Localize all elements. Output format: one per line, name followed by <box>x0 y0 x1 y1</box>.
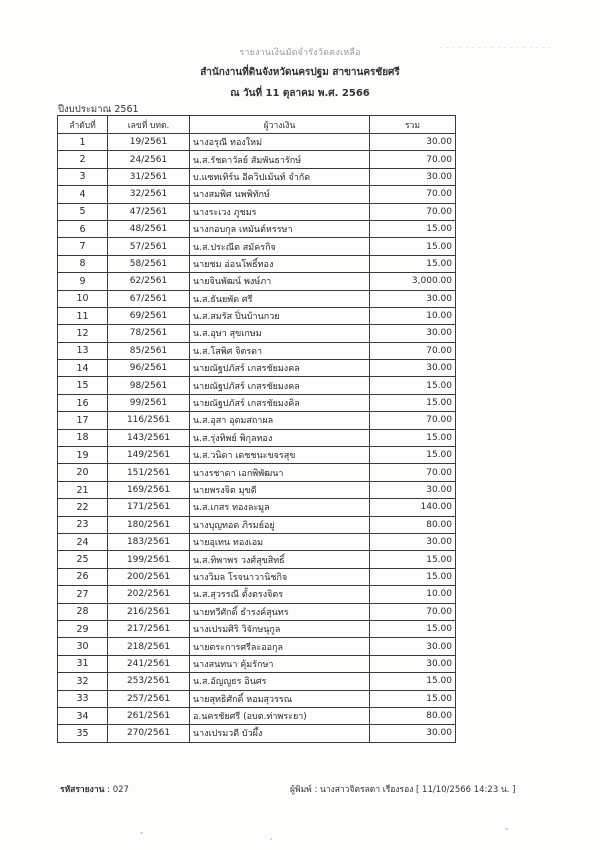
row-payer: บ.แซทเทิร์น อีควิปเม้นท์ จำกัด <box>190 168 370 185</box>
row-number: 32 <box>58 673 108 690</box>
row-total: 80.00 <box>370 516 456 533</box>
row-total: 30.00 <box>370 325 456 342</box>
table-row <box>58 447 456 464</box>
table-row <box>58 220 456 237</box>
row-number: 20 <box>58 464 108 481</box>
row-total: 15.00 <box>370 551 456 568</box>
row-payer: นายอุเทน ทองเอม <box>190 533 370 550</box>
row-ref: 57/2561 <box>108 238 190 255</box>
row-number: 34 <box>58 707 108 724</box>
row-total: 30.00 <box>370 481 456 498</box>
row-payer: น.ส.ธันยพัด ศรี <box>190 290 370 307</box>
report-code-value: : 027 <box>107 785 129 795</box>
row-ref: 143/2561 <box>108 429 190 446</box>
row-payer: น.ส.รุ่งทิพย์ พิกุลทอง <box>190 429 370 446</box>
row-payer: นางระเวง ภูชมร <box>190 203 370 220</box>
row-number: 23 <box>58 516 108 533</box>
row-ref: 149/2561 <box>108 447 190 464</box>
row-ref: 261/2561 <box>108 707 190 724</box>
row-number: 22 <box>58 499 108 516</box>
row-number: 27 <box>58 586 108 603</box>
row-number: 8 <box>58 255 108 272</box>
row-payer: นายสุทธิศักดิ์ หอมสุวรรณ <box>190 690 370 707</box>
row-payer: นางอรุณี ทองใหม่ <box>190 134 370 151</box>
row-total: 70.00 <box>370 412 456 429</box>
row-ref: 218/2561 <box>108 638 190 655</box>
row-ref: 216/2561 <box>108 603 190 620</box>
row-number: 28 <box>58 603 108 620</box>
table-row <box>58 568 456 585</box>
row-total: 10.00 <box>370 586 456 603</box>
table-row <box>58 307 456 324</box>
row-total: 70.00 <box>370 151 456 168</box>
row-payer: น.ส.สมรัส ปิ่นบ้านกวย <box>190 307 370 324</box>
row-ref: 58/2561 <box>108 255 190 272</box>
row-payer: น.ส.เกสร ทองละมูล <box>190 499 370 516</box>
row-ref: 180/2561 <box>108 516 190 533</box>
table-row <box>58 707 456 724</box>
table-row <box>58 499 456 516</box>
table-row <box>58 638 456 655</box>
row-number: 2 <box>58 151 108 168</box>
row-number: 3 <box>58 168 108 185</box>
row-ref: 171/2561 <box>108 499 190 516</box>
table-row <box>58 325 456 342</box>
row-number: 11 <box>58 307 108 324</box>
row-total: 15.00 <box>370 690 456 707</box>
office-name: สำนักงานที่ดินจังหวัดนครปฐม สาขานครชัยศรี <box>200 67 400 78</box>
row-ref: 48/2561 <box>108 220 190 237</box>
table-row <box>58 725 456 742</box>
row-total: 30.00 <box>370 290 456 307</box>
row-ref: 183/2561 <box>108 533 190 550</box>
row-number: 10 <box>58 290 108 307</box>
table-row <box>58 655 456 672</box>
row-total: 30.00 <box>370 533 456 550</box>
row-number: 4 <box>58 186 108 203</box>
row-total: 70.00 <box>370 464 456 481</box>
row-ref: 19/2561 <box>108 134 190 151</box>
row-total: 10.00 <box>370 307 456 324</box>
row-total: 15.00 <box>370 429 456 446</box>
faint-header-note: - - - - - - - - - - - - - - - - - - <box>440 43 553 51</box>
row-total: 30.00 <box>370 655 456 672</box>
row-number: 25 <box>58 551 108 568</box>
row-payer: น.ส.วนิดา เดชชนะขจรสุข <box>190 447 370 464</box>
row-ref: 24/2561 <box>108 151 190 168</box>
row-payer: น.ส.อัญญูธร อินศร <box>190 673 370 690</box>
row-number: 29 <box>58 620 108 637</box>
row-payer: นายชม อ่อนโพธิ์ทอง <box>190 255 370 272</box>
row-payer: น.ส.ประณีต สมัครกิจ <box>190 238 370 255</box>
row-ref: 169/2561 <box>108 481 190 498</box>
row-payer: นายตระการศรีละออกุล <box>190 638 370 655</box>
row-total: 15.00 <box>370 620 456 637</box>
row-payer: นายณัฐปภัสร์ เกสรชัยมงคล <box>190 360 370 377</box>
row-ref: 200/2561 <box>108 568 190 585</box>
table-row <box>58 620 456 637</box>
row-payer: น.ส.รัชดาวัลย์ สัมพันธารักษ์ <box>190 151 370 168</box>
column-header-payer: ผู้วางเงิน <box>190 116 370 134</box>
row-total: 15.00 <box>370 220 456 237</box>
as-of-date: ณ วันที่ 11 ตุลาคม พ.ศ. 2566 <box>230 88 370 99</box>
row-number: 12 <box>58 325 108 342</box>
row-ref: 31/2561 <box>108 168 190 185</box>
row-total: 80.00 <box>370 707 456 724</box>
fiscal-year: ปีงบประมาณ 2561 <box>58 104 139 115</box>
row-ref: 270/2561 <box>108 725 190 742</box>
table-row <box>58 516 456 533</box>
row-total: 15.00 <box>370 377 456 394</box>
row-payer: นายทวีศักดิ์ ธำรงค์สุนทร <box>190 603 370 620</box>
row-total: 30.00 <box>370 725 456 742</box>
row-ref: 257/2561 <box>108 690 190 707</box>
row-ref: 202/2561 <box>108 586 190 603</box>
table-row <box>58 603 456 620</box>
row-ref: 78/2561 <box>108 325 190 342</box>
row-number: 26 <box>58 568 108 585</box>
row-total: 30.00 <box>370 134 456 151</box>
printed-by: ผู้พิมพ์ : นางสาวจิตรลดา เรืองรอง [ 11/10/2566 14:23 น. ] <box>290 785 516 795</box>
row-payer: นางเปรมวดี บัวผึ้ง <box>190 725 370 742</box>
row-number: 6 <box>58 220 108 237</box>
row-total: 15.00 <box>370 255 456 272</box>
row-payer: น.ส.โสพิศ จิตรดา <box>190 342 370 359</box>
row-ref: 151/2561 <box>108 464 190 481</box>
row-payer: นางรชาดา เอกพิพัฒนา <box>190 464 370 481</box>
row-number: 16 <box>58 394 108 411</box>
row-ref: 98/2561 <box>108 377 190 394</box>
row-payer: นางกอบกุล เหมันต์หรรษา <box>190 220 370 237</box>
row-ref: 253/2561 <box>108 673 190 690</box>
row-number: 33 <box>58 690 108 707</box>
row-number: 24 <box>58 533 108 550</box>
row-ref: 85/2561 <box>108 342 190 359</box>
row-payer: นางสมพิศ นพพิทักษ์ <box>190 186 370 203</box>
row-payer: น.ส.อุษา สุขเกษม <box>190 325 370 342</box>
row-number: 35 <box>58 725 108 742</box>
row-number: 1 <box>58 134 108 151</box>
table-row <box>58 186 456 203</box>
row-payer: นายณัฐปภัสร์ เกสรชัยมงคิล <box>190 394 370 411</box>
row-ref: 62/2561 <box>108 273 190 290</box>
column-header-total: รวม <box>370 116 456 134</box>
row-total: 30.00 <box>370 360 456 377</box>
row-payer: นายจินพัฒน์ พงษ์ภา <box>190 273 370 290</box>
row-number: 7 <box>58 238 108 255</box>
row-payer: น.ส.อุสา อุดมสถาผล <box>190 412 370 429</box>
row-number: 13 <box>58 342 108 359</box>
deposit-table <box>57 115 456 743</box>
row-payer: นางเปรมศิริ วิจักษนุกูล <box>190 620 370 637</box>
table-row <box>58 412 456 429</box>
row-number: 15 <box>58 377 108 394</box>
row-number: 5 <box>58 203 108 220</box>
table-row <box>58 481 456 498</box>
report-code-label: รหัสรายงาน <box>60 785 105 795</box>
table-row <box>58 290 456 307</box>
row-ref: 96/2561 <box>108 360 190 377</box>
row-number: 30 <box>58 638 108 655</box>
row-total: 70.00 <box>370 603 456 620</box>
row-total: 15.00 <box>370 394 456 411</box>
table-row <box>58 673 456 690</box>
table-row <box>58 151 456 168</box>
row-total: 70.00 <box>370 186 456 203</box>
row-ref: 217/2561 <box>108 620 190 637</box>
table-row <box>58 377 456 394</box>
row-total: 15.00 <box>370 673 456 690</box>
report-title: รายงานเงินมัดจำรังวัดคงเหลือ <box>239 48 361 58</box>
table-row <box>58 238 456 255</box>
row-total: 30.00 <box>370 638 456 655</box>
column-header-ref: เลขที่ บทด. <box>108 116 190 134</box>
row-total: 70.00 <box>370 342 456 359</box>
row-payer: อ.นครชัยศรี (อบต.ท่าพระยา) <box>190 707 370 724</box>
table-row <box>58 255 456 272</box>
table-row <box>58 464 456 481</box>
table-row <box>58 168 456 185</box>
table-row <box>58 360 456 377</box>
table-row <box>58 533 456 550</box>
row-payer: น.ส.สุวรรณี ตั้งตรงจิตร <box>190 586 370 603</box>
row-ref: 241/2561 <box>108 655 190 672</box>
row-payer: น.ส.ทิพาพร วงศ์สุขสิทธิ์ <box>190 551 370 568</box>
row-total: 3,000.00 <box>370 273 456 290</box>
table-row <box>58 394 456 411</box>
report-code <box>60 782 129 796</box>
row-number: 14 <box>58 360 108 377</box>
table-row <box>58 551 456 568</box>
row-number: 17 <box>58 412 108 429</box>
row-number: 31 <box>58 655 108 672</box>
row-total: 15.00 <box>370 238 456 255</box>
row-payer: นายพรงจิต มุขดี <box>190 481 370 498</box>
row-payer: นายณัฐปภัสร์ เกสรชัยมงคล <box>190 377 370 394</box>
row-total: 140.00 <box>370 499 456 516</box>
row-number: 18 <box>58 429 108 446</box>
table-row <box>58 429 456 446</box>
row-ref: 99/2561 <box>108 394 190 411</box>
row-ref: 199/2561 <box>108 551 190 568</box>
table-row <box>58 342 456 359</box>
row-payer: นางวิมล โรจนาวานิชกิจ <box>190 568 370 585</box>
row-ref: 116/2561 <box>108 412 190 429</box>
row-payer: นางสนทนา คุ้มรักษา <box>190 655 370 672</box>
row-ref: 67/2561 <box>108 290 190 307</box>
row-total: 70.00 <box>370 203 456 220</box>
row-number: 21 <box>58 481 108 498</box>
table-row <box>58 586 456 603</box>
row-ref: 47/2561 <box>108 203 190 220</box>
column-header-no: ลำดับที่ <box>58 116 108 134</box>
row-total: 30.00 <box>370 168 456 185</box>
table-row <box>58 203 456 220</box>
row-number: 9 <box>58 273 108 290</box>
row-total: 15.00 <box>370 447 456 464</box>
row-ref: 32/2561 <box>108 186 190 203</box>
table-row <box>58 273 456 290</box>
row-total: 15.00 <box>370 568 456 585</box>
row-ref: 69/2561 <box>108 307 190 324</box>
table-row <box>58 690 456 707</box>
table-row <box>58 134 456 151</box>
table-header-row <box>58 116 456 134</box>
row-number: 19 <box>58 447 108 464</box>
row-payer: นางบุญทอด ภิรมย์อยู่ <box>190 516 370 533</box>
